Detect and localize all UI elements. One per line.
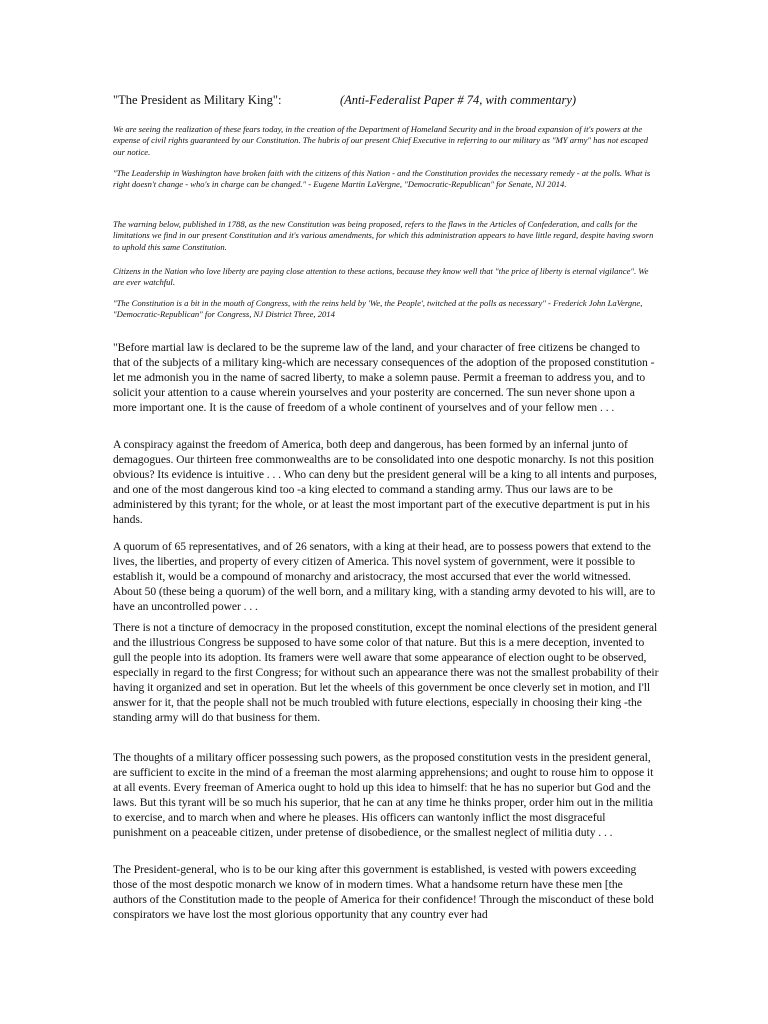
commentary-vigilance: Citizens in the Nation who love liberty are paying close attention to these actions, because they know well that "the price of liberty is eternal vigilance". We are ever watchful. (113, 266, 649, 288)
paragraph-quorum: A quorum of 65 representatives, and of 26 senators, with a king at their head, are to possess powers that extend to the lives, the liberties, and property of every citizen of America. This novel system of government, were it possible to establish it, would be a compound of monarchy and aristocracy, the most accursed that ever the world witnessed. About 50 (these being a quorum) of the well born, and a military king, with a standing army devoted to his will, are to have an uncontrolled power . . . (113, 540, 656, 613)
document-title: "The President as Military King": (113, 93, 282, 107)
commentary-quote-frederick-lavergne: "The Constitution is a bit in the mouth of Congress, with the reins held by 'We, the People', twitched at the polls as necessary" - Frederick John LaVergne, "Democratic-Republican" for Congress, NJ District Three, 2014 (113, 298, 643, 320)
commentary-warning-1788: The warning below, published in 1788, as the new Constitution was being proposed, refers to the flaws in the Articles of Confederation, and calls for the limitations we find in our present Constitution and it's various amendments, for which this administration appears to have little regard, despite having sworn to uphold this same Constitution. (113, 219, 654, 252)
paragraph-democracy: There is not a tincture of democracy in the proposed constitution, except the nominal elections of the president general and the illustrious Congress be supposed to have some color of that nature. But this is a mere deception, invented to gull the people into its adoption. Its framers were well aware that some appearance of election ought to be observed, especially in regard to the first Congress; for without such an appearance there was not the smallest probability of their having it organized and set in operation. But let the wheels of this government be once cleverly set in motion, and I'll answer for it, that the people shall not be much troubled with future elections, especially in choosing their king -the standing army will do that business for them. (113, 621, 659, 724)
paragraph-president-general: The President-general, who is to be our king after this government is established, is vested with powers exceeding those of the most despotic monarch we know of in modern times. What a handsome return have these men [the authors of the Constitution made to the people of America for their confidence! Through the misconduct of these bold conspirators we have lost the most glorious opportunity that any country ever had (113, 863, 654, 921)
paragraph-conspiracy: A conspiracy against the freedom of America, both deep and dangerous, has been formed by an infernal junto of demagogues. Our thirteen free commonwealths are to be consolidated into one despotic monarchy. Is not this position obvious? Its evidence is intuitive . . . Who can deny but the president general will be a king to all intents and purposes, and one of the most dangerous kind too -a king elected to command a standing army. Thus our laws are to be administered by this tyrant; for the whole, or at least the most important part of the executive department is put in his hands. (113, 438, 657, 526)
title-row (113, 93, 673, 108)
commentary-homeland-security: We are seeing the realization of these fears today, in the creation of the Department of Homeland Security and in the broad expansion of it's powers at the expense of civil rights guaranteed by our Constitution. The hubris of our present Chief Executive in referring to our military as "MY army" has not escaped our notice. (113, 124, 649, 157)
document-subtitle: (Anti-Federalist Paper # 74, with commentary) (340, 93, 577, 107)
paragraph-martial-law: "Before martial law is declared to be the supreme law of the land, and your character of free citizens be changed to that of the subjects of a military king-which are necessary consequences of the adoption of the proposed constitution - let me admonish you in the name of sacred liberty, to make a solemn pause. Permit a freeman to address you, and to solicit your attention to a cause wherein yourselves and your posterity are concerned. The sun never shone upon a more important one. It is the cause of freedom of a whole continent of yourselves and of your fellow men . . . (113, 341, 655, 414)
commentary-quote-eugene-lavergne: "The Leadership in Washington have broken faith with the citizens of this Nation - and the Constitution provides the necessary remedy - at the polls. What is right doesn't change - who's in charge can be changed." - Eugene Martin LaVergne, "Democratic-Republican" for Senate, NJ 2014. (113, 168, 651, 190)
paragraph-military-officer: The thoughts of a military officer possessing such powers, as the proposed constitution vests in the president general, are sufficient to excite in the mind of a freeman the most alarming apprehensions; and ought to rouse him to oppose it at all events. Every freeman of America ought to hold up this idea to himself: that he has no superior but God and the laws. But this tyrant will be so much his superior, that he can at any time he thinks proper, order him out in the militia to exercise, and to march when and where he pleases. His officers can wantonly inflict the most disgraceful punishment on a peaceable citizen, under pretense of disobedience, or the smallest neglect of militia duty . . . (113, 751, 654, 839)
